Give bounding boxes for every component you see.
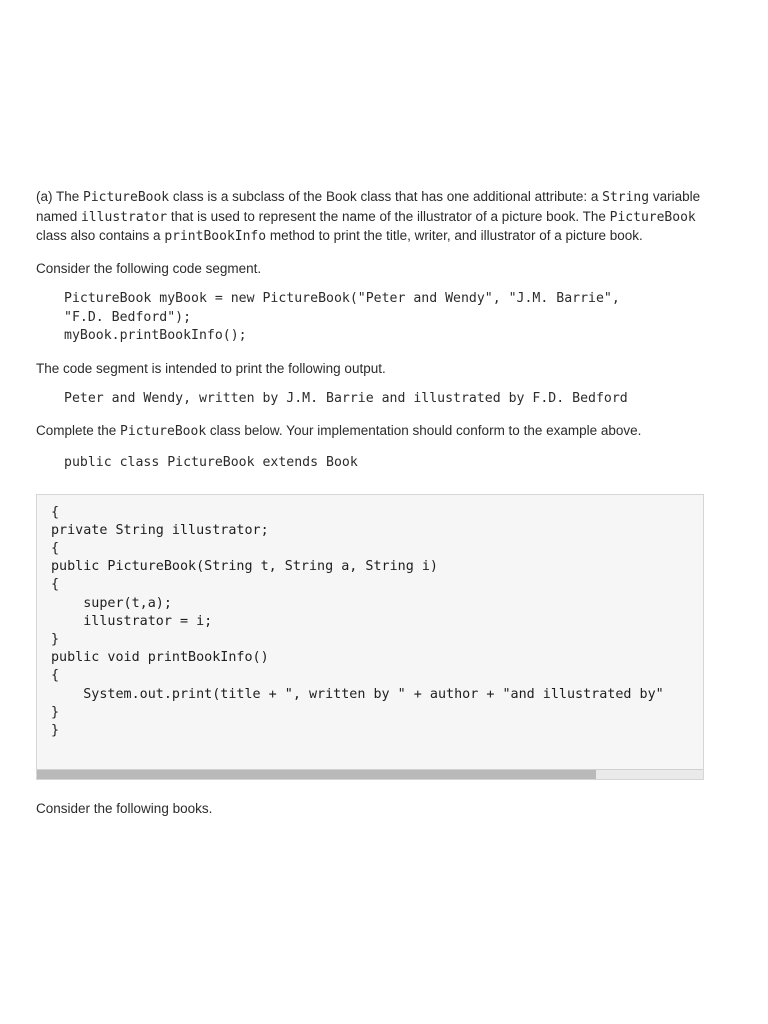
intro-text-4: that is used to represent the name of the illustrator of a picture book. The — [167, 208, 610, 224]
question-content — [36, 188, 704, 818]
horizontal-scrollbar[interactable] — [37, 769, 703, 779]
code-segment-line: PictureBook myBook = new PictureBook("Peter and Wendy", "J.M. Barrie", — [64, 291, 620, 306]
complete-text-2: class below. Your implementation should conform to the example above. — [206, 422, 642, 438]
consider-code-paragraph: Consider the following code segment. — [36, 260, 262, 276]
code-segment-line: myBook.printBookInfo(); — [64, 328, 247, 343]
horizontal-scrollbar-thumb[interactable] — [37, 770, 596, 779]
answer-code-line: } — [51, 722, 60, 738]
answer-code-line: public PictureBook(String t, String a, String i) — [51, 559, 438, 575]
answer-code-line: { — [51, 540, 60, 556]
answer-code-line: } — [51, 704, 60, 720]
code-segment-line: "F.D. Bedford"); — [64, 309, 192, 325]
intro-text-1: (a) The — [36, 189, 84, 204]
complete-text-1: Complete the — [36, 422, 121, 438]
intro-paragraph — [36, 188, 704, 247]
code-segment — [64, 290, 704, 346]
intro-text-3: variable named — [36, 189, 701, 224]
class-header-code: public class PictureBook extends Book — [64, 455, 358, 470]
answer-code-line: System.out.print(title + ", written by " + author + "and illustrated by" — [51, 686, 664, 702]
intro-text-2: class is a subclass of the Book class that has one additional attribute: a — [169, 189, 603, 204]
intended-output-paragraph: The code segment is intended to print the following output. — [36, 360, 386, 376]
answer-code-line: { — [51, 504, 60, 520]
expected-output: Peter and Wendy, written by J.M. Barrie and illustrated by F.D. Bedford — [64, 391, 628, 406]
answer-code-line: public void printBookInfo() — [51, 650, 269, 666]
intro-code-1: PictureBook — [83, 190, 170, 205]
answer-code-line: { — [51, 668, 60, 684]
answer-code-line: illustrator = i; — [51, 613, 213, 629]
answer-code-box[interactable] — [36, 494, 704, 780]
answer-code-line: super(t,a); — [51, 595, 172, 611]
consider-books-paragraph: Consider the following books. — [36, 800, 213, 816]
answer-code — [51, 504, 664, 741]
intro-code-2: String — [602, 190, 650, 205]
answer-code-line: { — [51, 577, 60, 593]
intro-text-5: class also contains a — [36, 228, 165, 243]
intro-code-4: PictureBook — [609, 209, 696, 225]
intro-text-6: method to print the title, writer, and illustrator of a picture book. — [266, 228, 643, 243]
answer-code-line: } — [51, 631, 60, 647]
intro-code-5: printBookInfo — [164, 229, 267, 244]
complete-code-1: PictureBook — [120, 423, 207, 439]
answer-code-line: private String illustrator; — [51, 522, 269, 538]
complete-class-paragraph — [36, 422, 704, 442]
intro-code-3: illustrator — [81, 209, 168, 225]
